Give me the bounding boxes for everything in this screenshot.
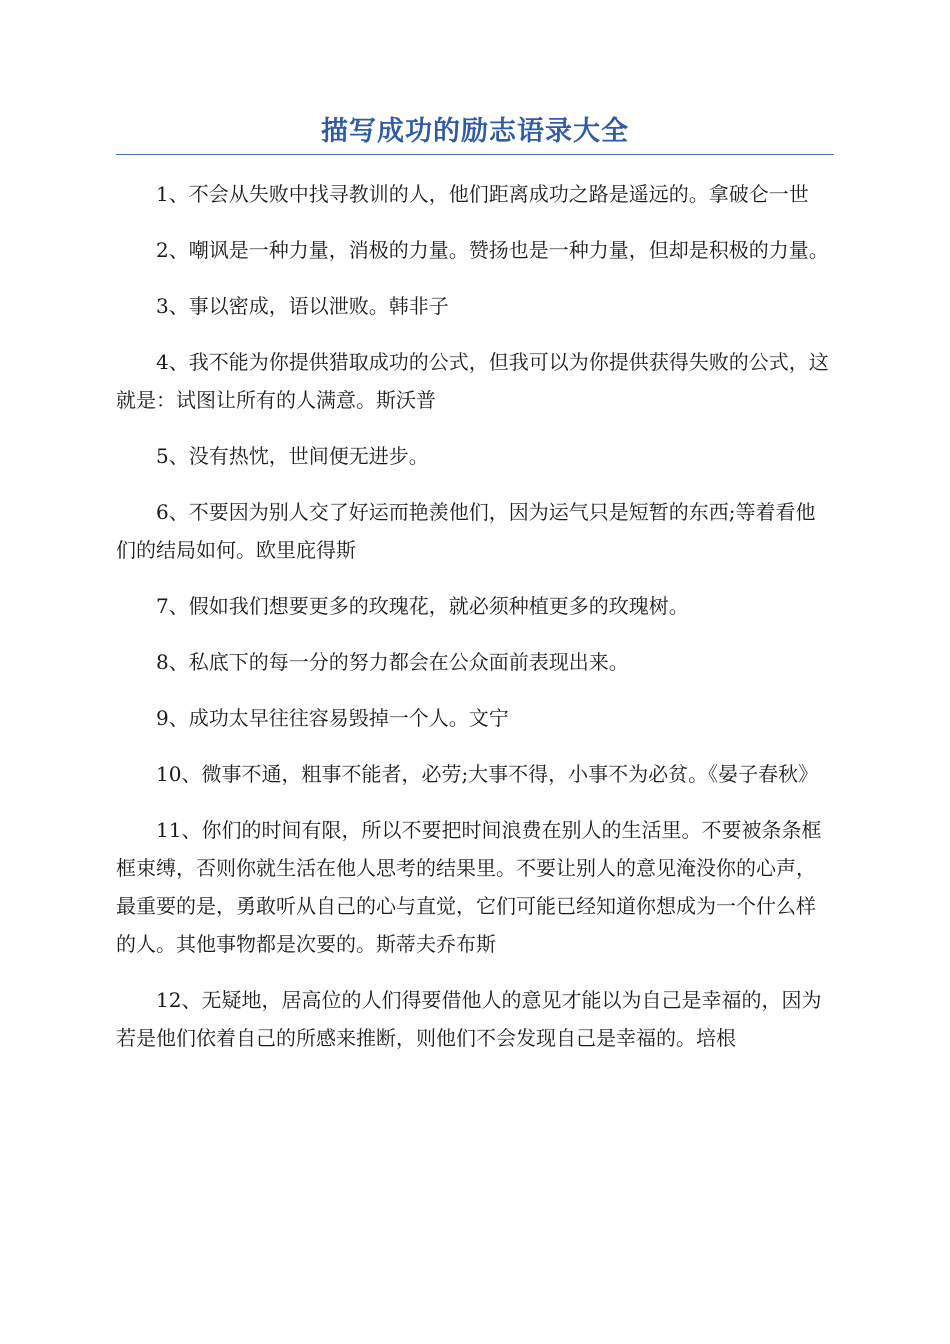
document-page [116, 112, 834, 1075]
quote-9: 9、成功太早往往容易毁掉一个人。文宁 [156, 706, 509, 730]
page-title: 描写成功的励志语录大全 [321, 116, 629, 147]
quote-5: 5、没有热忱，世间便无进步。 [156, 444, 429, 468]
title-underline [116, 154, 834, 155]
quote-12: 12、无疑地，居高位的人们得要借他人的意见才能以为自己是幸福的，因为若是他们依着自己的所感来推断，则他们不会发现自己是幸福的。培根 [116, 988, 822, 1050]
quote-2: 2、嘲讽是一种力量，消极的力量。赞扬也是一种力量，但却是积极的力量。 [156, 238, 829, 262]
quote-8: 8、私底下的每一分的努力都会在公众面前表现出来。 [156, 650, 629, 674]
quote-7: 7、假如我们想要更多的玫瑰花，就必须种植更多的玫瑰树。 [156, 594, 689, 618]
quote-1: 1、不会从失败中找寻教训的人，他们距离成功之路是遥远的。拿破仑一世 [156, 182, 809, 206]
quote-11: 11、你们的时间有限，所以不要把时间浪费在别人的生活里。不要被条条框框束缚，否则你就生活在他人思考的结果里。不要让别人的意见淹没你的心声，最重要的是，勇敢听从自己的心与直觉，它们可能已经知道你想成为一个什么样的人。其他事物都是次要的。斯蒂夫乔布斯 [116, 818, 822, 956]
quote-4: 4、我不能为你提供猎取成功的公式，但我可以为你提供获得失败的公式，这就是：试图让所有的人满意。斯沃普 [116, 350, 829, 412]
quote-3: 3、事以密成，语以泄败。韩非子 [156, 294, 449, 318]
quote-6: 6、不要因为别人交了好运而艳羡他们，因为运气只是短暂的东西;等着看他们的结局如何。欧里庇得斯 [116, 500, 816, 562]
quote-list [116, 175, 834, 1057]
quote-10: 10、微事不通，粗事不能者，必劳;大事不得，小事不为必贫。《晏子春秋》 [156, 762, 819, 786]
